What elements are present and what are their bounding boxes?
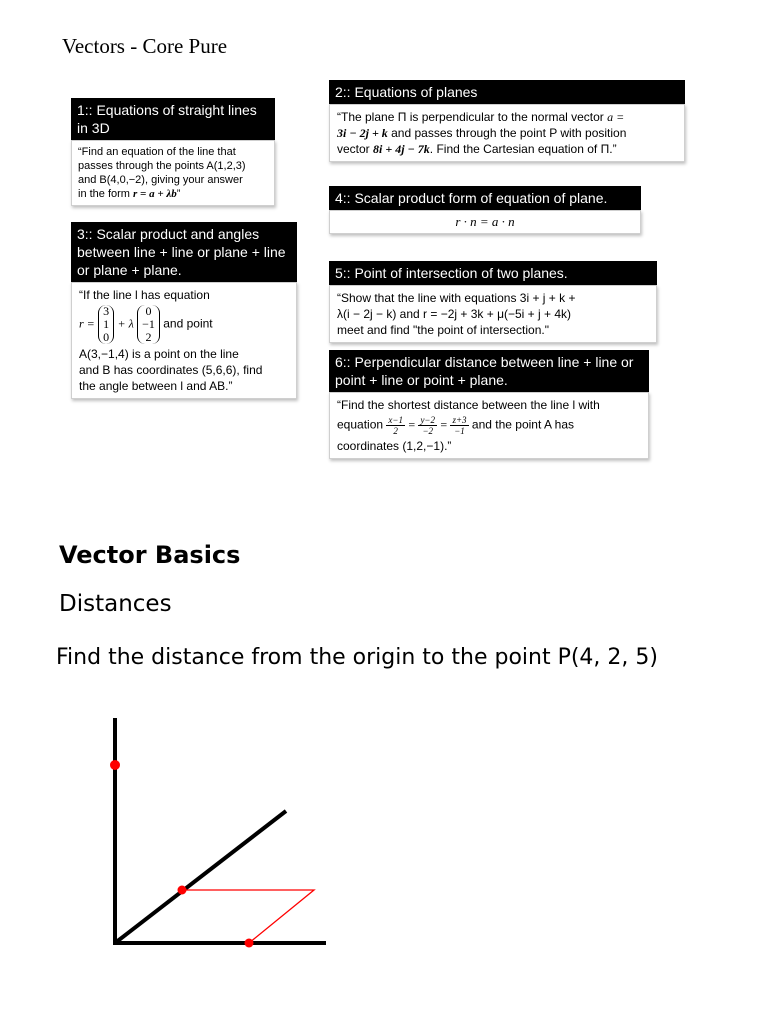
- fraction-numerator: z+3: [452, 415, 467, 425]
- subheading: Distances: [59, 591, 172, 617]
- card-1-title: 1:: Equations of straight lines in 3D: [71, 98, 275, 140]
- card-2-formula: 3i − 2j + k: [337, 126, 388, 140]
- fraction-denominator: −1: [454, 426, 465, 436]
- card-2-text: . Find the Cartesian equation of Π.”: [429, 142, 617, 156]
- section-heading: Vector Basics: [59, 541, 241, 569]
- card-3-line: A(3,−1,4) is a point on the line: [79, 347, 239, 361]
- vector-entry: 0: [145, 304, 152, 318]
- card-2-formula: 8i + 4j − 7k: [373, 142, 430, 156]
- card-6-line: coordinates (1,2,−1).”: [337, 439, 452, 453]
- y-axis: [115, 811, 286, 943]
- vector-entry: 1: [103, 317, 110, 331]
- card-1-line: “Find an equation of the line that: [78, 146, 236, 158]
- card-1-formula: r = a + λb: [133, 188, 177, 200]
- card-6-eq-end: and the point A has: [471, 417, 574, 432]
- fraction-numerator: x−1: [388, 415, 403, 425]
- projection-parallelogram: [182, 890, 314, 943]
- card-5-line: λ(i − 2j − k) and r = −2j + 3k + μ(−5i + j + 4k): [337, 307, 572, 321]
- card-3-title: 3:: Scalar product and angles between line + line or plane + line or plane + plane.: [71, 222, 297, 282]
- card-5-line: “Show that the line with equations 3i + j + k +: [337, 291, 576, 305]
- page-title: Vectors - Core Pure: [62, 34, 228, 58]
- card-1-text: in the form: [78, 188, 134, 200]
- card-3-line: “If the line l has equation: [79, 288, 210, 302]
- card-2-formula: a =: [607, 110, 625, 124]
- card-3-plus-lambda: + λ: [117, 316, 134, 331]
- card-5-line: meet and find "the point of intersection.": [337, 323, 549, 337]
- z-axis-point: [110, 760, 120, 770]
- vector-entry: −1: [142, 317, 155, 331]
- card-2-text: and passes through the point P with position: [387, 126, 627, 140]
- card-2-text: “The plane Π is perpendicular to the normal vector: [337, 110, 608, 124]
- card-2-text: vector: [337, 142, 374, 156]
- card-2-title: 2:: Equations of planes: [329, 80, 685, 104]
- card-3-eq-r: r =: [79, 316, 95, 331]
- y-axis-point: [178, 886, 187, 895]
- card-1-line: passes through the points A(1,2,3): [78, 160, 246, 172]
- question-text: Find the distance from the origin to the point P(4, 2, 5): [56, 645, 658, 670]
- card-5-title: 5:: Point of intersection of two planes.: [329, 261, 657, 285]
- fraction-denominator: 2: [393, 426, 398, 436]
- fraction-numerator: y−2: [420, 415, 436, 425]
- vector-entry: 2: [145, 330, 152, 344]
- card-3-line: the angle between l and AB.”: [79, 379, 233, 393]
- fraction-denominator: −2: [422, 426, 434, 436]
- card-1-quote-end: ”: [176, 188, 181, 200]
- vector-entry: 0: [103, 330, 110, 344]
- card-4-equation: r · n = a · n: [455, 214, 515, 229]
- card-6-eq-word: equation: [337, 417, 384, 432]
- x-axis-point: [245, 939, 254, 948]
- vector-entry: 3: [103, 304, 110, 318]
- card-6-title: 6:: Perpendicular distance between line + line or point + line or point + plane.: [329, 350, 649, 392]
- card-3-and-point: and point: [163, 316, 213, 331]
- card-6-line: “Find the shortest distance between the line l with: [337, 398, 600, 412]
- card-1-line: and B(4,0,−2), giving your answer: [78, 174, 243, 186]
- card-6-equation: equation $\frac{x-1}{2}$ = $\frac{y-2}{-2}$ = $\frac{z+3}{-1}$ and the point A has: [337, 415, 574, 436]
- card-4-title: 4:: Scalar product form of equation of plane.: [329, 186, 641, 210]
- card-3-line: and B has coordinates (5,6,6), find: [79, 363, 263, 377]
